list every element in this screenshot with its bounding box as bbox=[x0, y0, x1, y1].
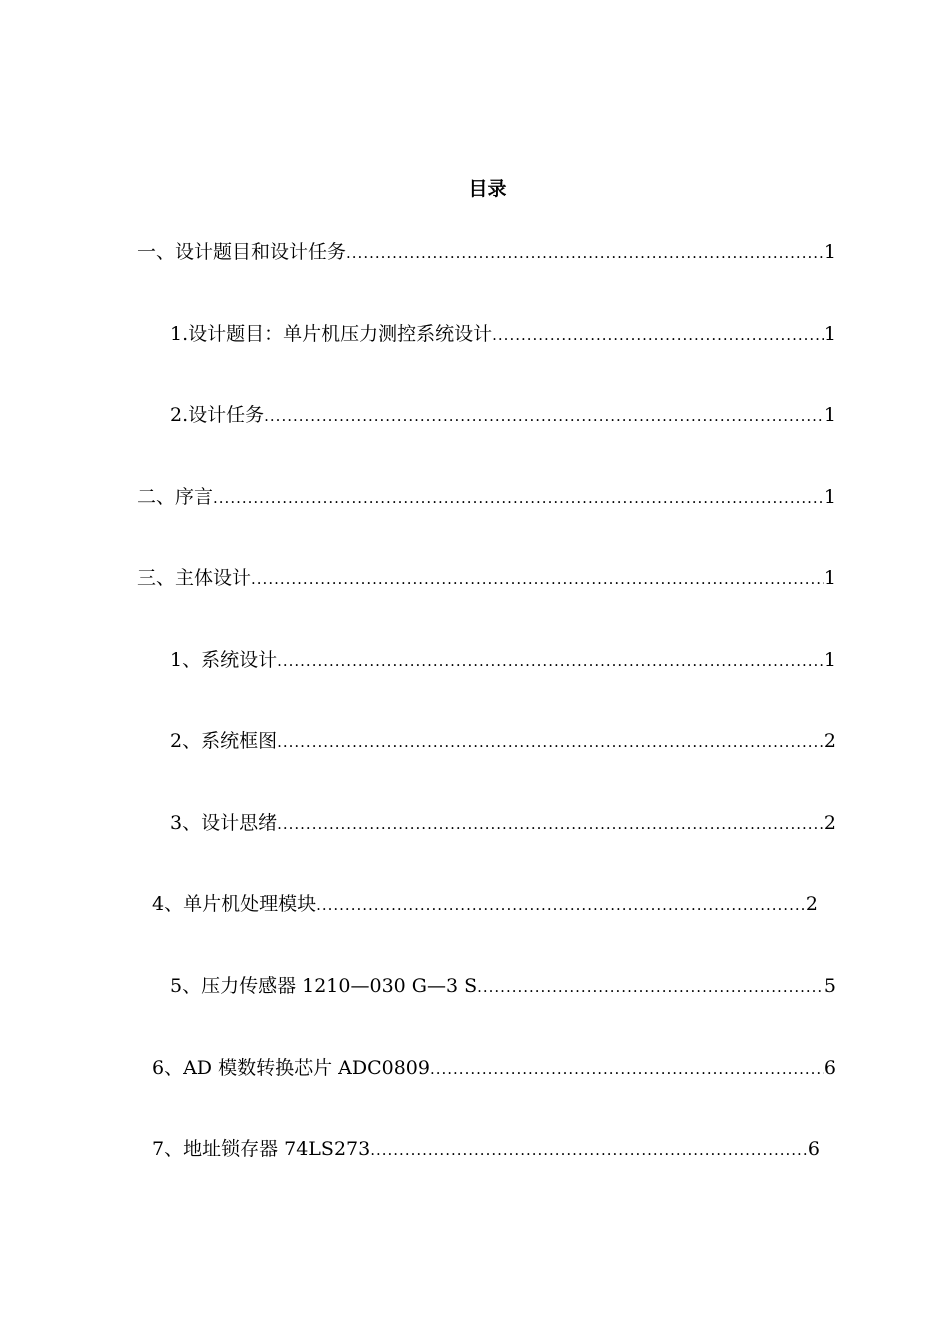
toc-entry-page: 1 bbox=[823, 241, 836, 263]
toc-dot-leader bbox=[277, 726, 824, 758]
toc-dot-leader bbox=[316, 889, 806, 921]
toc-dot-leader bbox=[430, 1053, 824, 1085]
toc-entry-page: 5 bbox=[823, 975, 836, 997]
toc-entry-label: 1、系统设计 bbox=[170, 649, 278, 671]
toc-entry-page: 2 bbox=[823, 730, 836, 752]
toc-entry[interactable] bbox=[170, 807, 836, 839]
toc-entry-label: 5、压力传感器 1210—030 G—3 S bbox=[170, 975, 478, 997]
toc-entry[interactable] bbox=[152, 888, 818, 920]
toc-entry-label: 三、主体设计 bbox=[137, 567, 252, 589]
toc-entry-label: 1.设计题目：单片机压力测控系统设计 bbox=[170, 323, 493, 345]
toc-entry-label: 一、设计题目和设计任务 bbox=[137, 241, 347, 263]
toc-dot-leader bbox=[370, 1134, 808, 1166]
toc-entry[interactable] bbox=[170, 970, 836, 1002]
toc-entry[interactable] bbox=[170, 399, 836, 431]
toc-entry-page: 6 bbox=[823, 1057, 836, 1079]
toc-entry-label: 6、AD 模数转换芯片 ADC0809 bbox=[152, 1057, 430, 1079]
toc-entry[interactable] bbox=[137, 236, 836, 268]
toc-entry[interactable] bbox=[152, 1052, 836, 1084]
toc-dot-leader bbox=[477, 971, 824, 1003]
toc-entry-page: 1 bbox=[823, 323, 836, 345]
toc-dot-leader bbox=[277, 808, 824, 840]
toc-entry-page: 1 bbox=[823, 404, 836, 426]
toc-dot-leader bbox=[213, 482, 824, 514]
toc-entry[interactable] bbox=[137, 562, 836, 594]
toc-entry-page: 2 bbox=[805, 893, 818, 915]
toc-entry[interactable] bbox=[170, 644, 836, 676]
toc-entry-page: 1 bbox=[823, 567, 836, 589]
toc-entry[interactable] bbox=[152, 1133, 820, 1165]
toc-entry-label: 7、地址锁存器 74LS273 bbox=[152, 1138, 371, 1160]
toc-dot-leader bbox=[492, 319, 824, 351]
toc-entry-page: 1 bbox=[823, 649, 836, 671]
toc-dot-leader bbox=[251, 563, 824, 595]
toc-dot-leader bbox=[264, 400, 824, 432]
toc-entry-label: 3、设计思绪 bbox=[170, 812, 278, 834]
toc-dot-leader bbox=[346, 237, 824, 269]
toc-entry-label: 2.设计任务 bbox=[170, 404, 265, 426]
toc-entry-page: 6 bbox=[807, 1138, 820, 1160]
toc-entry[interactable] bbox=[137, 481, 836, 513]
toc-title: 目录 bbox=[468, 178, 507, 200]
toc-dot-leader bbox=[277, 645, 824, 677]
toc-entry-page: 1 bbox=[823, 486, 836, 508]
toc-entry-label: 二、序言 bbox=[137, 486, 214, 508]
toc-entry-label: 2、系统框图 bbox=[170, 730, 278, 752]
toc-entry-page: 2 bbox=[823, 812, 836, 834]
toc-entry[interactable] bbox=[170, 318, 836, 350]
toc-entry[interactable] bbox=[170, 725, 836, 757]
toc-entry-label: 4、单片机处理模块 bbox=[152, 893, 317, 915]
